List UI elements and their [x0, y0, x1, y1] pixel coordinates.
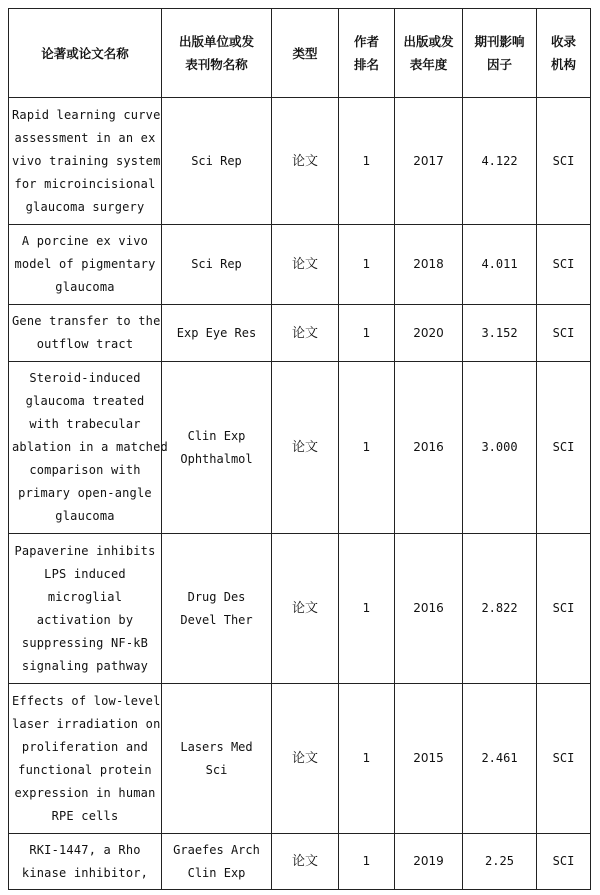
type-cell: 论文	[272, 362, 339, 534]
impact-factor-cell: 4.122	[463, 98, 537, 225]
index-cell: SCI	[537, 684, 591, 834]
header-journal: 出版单位或发 表刊物名称	[162, 9, 272, 98]
index-cell: SCI	[537, 834, 591, 890]
journal-cell: Graefes Arch Clin Exp	[162, 834, 272, 890]
header-type: 类型	[272, 9, 339, 98]
author-rank-cell: 1	[339, 684, 395, 834]
publication-table-page	[8, 8, 591, 890]
year-cell: 2020	[395, 305, 463, 362]
header-year: 出版或发 表年度	[395, 9, 463, 98]
table-row	[9, 362, 591, 534]
header-paper-title: 论著或论文名称	[9, 9, 162, 98]
year-cell: 2017	[395, 98, 463, 225]
paper-title-cell: Gene transfer to the outflow tract	[9, 305, 162, 362]
index-cell: SCI	[537, 534, 591, 684]
year-cell: 2016	[395, 362, 463, 534]
author-rank-cell: 1	[339, 534, 395, 684]
index-cell: SCI	[537, 305, 591, 362]
journal-cell: Sci Rep	[162, 98, 272, 225]
index-cell: SCI	[537, 98, 591, 225]
impact-factor-cell: 4.011	[463, 225, 537, 305]
paper-title-cell: RKI-1447, a Rho kinase inhibitor,	[9, 834, 162, 890]
table-row	[9, 225, 591, 305]
journal-cell: Lasers Med Sci	[162, 684, 272, 834]
paper-title-cell: Rapid learning curve assessment in an ex vivo training system for microincisional glaucoma surgery	[9, 98, 162, 225]
year-cell: 2016	[395, 534, 463, 684]
impact-factor-cell: 2.461	[463, 684, 537, 834]
table-row	[9, 534, 591, 684]
type-cell: 论文	[272, 98, 339, 225]
author-rank-cell: 1	[339, 362, 395, 534]
year-cell: 2015	[395, 684, 463, 834]
type-cell: 论文	[272, 534, 339, 684]
impact-factor-cell: 3.152	[463, 305, 537, 362]
paper-title-cell: A porcine ex vivo model of pigmentary glaucoma	[9, 225, 162, 305]
impact-factor-cell: 2.822	[463, 534, 537, 684]
table-row	[9, 834, 591, 890]
type-cell: 论文	[272, 225, 339, 305]
author-rank-cell: 1	[339, 98, 395, 225]
author-rank-cell: 1	[339, 225, 395, 305]
impact-factor-cell: 2.25	[463, 834, 537, 890]
type-cell: 论文	[272, 684, 339, 834]
table-row	[9, 98, 591, 225]
publication-table	[8, 8, 591, 890]
journal-cell: Drug Des Devel Ther	[162, 534, 272, 684]
journal-cell: Exp Eye Res	[162, 305, 272, 362]
header-impact-factor: 期刊影响 因子	[463, 9, 537, 98]
table-header-row	[9, 9, 591, 98]
paper-title-cell: Steroid-induced glaucoma treated with trabecular ablation in a matched comparison with primary open-angle glaucoma	[9, 362, 162, 534]
journal-cell: Sci Rep	[162, 225, 272, 305]
year-cell: 2019	[395, 834, 463, 890]
type-cell: 论文	[272, 834, 339, 890]
type-cell: 论文	[272, 305, 339, 362]
year-cell: 2018	[395, 225, 463, 305]
header-author-rank: 作者 排名	[339, 9, 395, 98]
impact-factor-cell: 3.000	[463, 362, 537, 534]
paper-title-cell: Papaverine inhibits LPS induced microglial activation by suppressing NF-kB signaling pathway	[9, 534, 162, 684]
author-rank-cell: 1	[339, 305, 395, 362]
index-cell: SCI	[537, 362, 591, 534]
table-row	[9, 305, 591, 362]
journal-cell: Clin Exp Ophthalmol	[162, 362, 272, 534]
header-index: 收录 机构	[537, 9, 591, 98]
table-row	[9, 684, 591, 834]
paper-title-cell: Effects of low-level laser irradiation on proliferation and functional protein expression in human RPE cells	[9, 684, 162, 834]
author-rank-cell: 1	[339, 834, 395, 890]
index-cell: SCI	[537, 225, 591, 305]
